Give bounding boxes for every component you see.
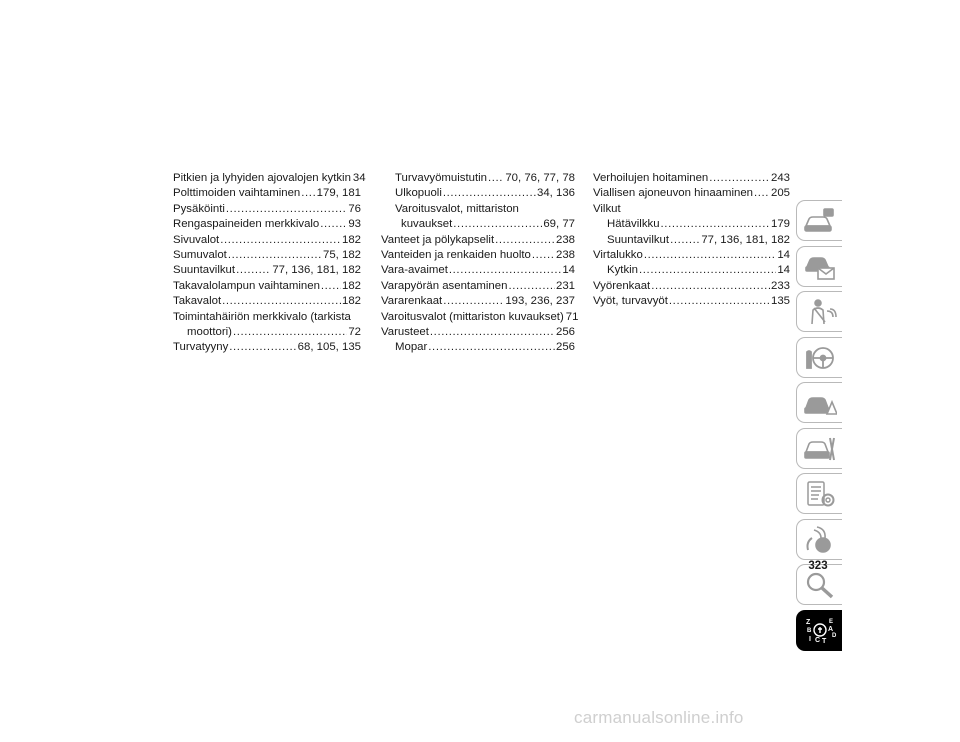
- tab-emergency[interactable]: [796, 382, 842, 423]
- dot-leader: [709, 171, 770, 186]
- index-entry: [173, 310, 361, 325]
- dot-leader: [236, 263, 271, 278]
- index-term: moottori): [187, 325, 232, 338]
- index-column-1: [173, 171, 366, 356]
- tab-instruments[interactable]: [796, 246, 842, 287]
- car-breakdown-icon: [803, 388, 837, 418]
- index-term: Hätävilkku: [607, 218, 660, 231]
- tab-index[interactable]: [796, 610, 842, 651]
- mail-car-icon: [803, 251, 837, 281]
- index-entry: [381, 310, 579, 325]
- index-pages: 77, 136, 181, 182: [272, 264, 361, 277]
- index-entry: [173, 217, 361, 232]
- index-term: Turvatyyny: [173, 341, 229, 354]
- index-term: Suuntavilkut: [173, 264, 236, 277]
- index-pages: 256: [555, 341, 575, 354]
- dot-leader: [226, 202, 347, 217]
- index-entry: [381, 186, 575, 201]
- index-column-3: [593, 171, 790, 310]
- tab-multimedia[interactable]: [796, 519, 842, 560]
- page-number: 323: [808, 560, 828, 572]
- index-entry: [173, 186, 361, 201]
- index-entry: [593, 171, 790, 186]
- index-letter: B: [806, 628, 811, 634]
- dot-leader: [233, 325, 347, 340]
- index-entry: [381, 217, 575, 232]
- index-term: Varoitusvalot, mittariston: [395, 202, 519, 215]
- dot-leader: [228, 248, 322, 263]
- index-term: Takavalot: [173, 295, 222, 308]
- index-term: Kytkin: [607, 264, 639, 277]
- index-entry: [593, 248, 790, 263]
- index-pages: 71: [565, 310, 579, 323]
- car-key-icon: [803, 206, 837, 236]
- index-pages: 238: [555, 248, 575, 261]
- dot-leader: [220, 233, 341, 248]
- dot-leader: [532, 248, 555, 263]
- index-term: Rengaspaineiden merkkivalo: [173, 218, 320, 231]
- index-term: Vilkut: [593, 202, 621, 215]
- index-pages: 93: [348, 218, 361, 231]
- index-pages: 70, 76, 77, 78: [505, 172, 575, 184]
- index-pages: 182: [341, 233, 361, 246]
- dot-leader: [453, 217, 542, 232]
- index-pages: 231: [555, 279, 575, 292]
- index-entry: [593, 202, 790, 217]
- index-letter: I: [808, 636, 811, 643]
- dot-leader: [495, 233, 555, 248]
- index-pages: 14: [777, 264, 790, 277]
- seatbelt-icon: [803, 297, 837, 327]
- dot-leader: [222, 294, 341, 309]
- index-pages: 75, 182: [322, 248, 361, 261]
- index-entry: [381, 340, 575, 355]
- dot-leader: [669, 294, 770, 309]
- chapter-tabs: [796, 200, 842, 655]
- index-entry: [173, 263, 361, 278]
- dot-leader: [320, 217, 347, 232]
- index-term: Sumuvalot: [173, 248, 227, 261]
- index-entry: [593, 294, 790, 309]
- index-entry: [381, 202, 575, 217]
- index-column-2: [381, 171, 579, 356]
- index-term: Varusteet: [381, 325, 429, 338]
- steering-wheel-icon: [803, 342, 837, 372]
- dot-leader: [639, 263, 776, 278]
- dot-leader: [488, 171, 504, 186]
- index-entry: [173, 202, 361, 217]
- dot-leader: [229, 340, 296, 355]
- dot-leader: [449, 263, 561, 278]
- index-entry: [593, 186, 790, 201]
- index-term: Toimintahäiriön merkkivalo (tarkista: [173, 310, 351, 323]
- dot-leader: [508, 279, 555, 294]
- index-letter: E: [828, 619, 833, 625]
- index-term: Ulkopuoli: [395, 187, 442, 200]
- index-term: Varoitusvalot (mittariston kuvaukset): [381, 310, 564, 323]
- index-pages: 182: [341, 295, 361, 308]
- index-pages: 179: [770, 218, 790, 231]
- index-term: Virtalukko: [593, 248, 643, 261]
- index-pages: 34: [352, 172, 366, 184]
- watermark[interactable]: carmanualsonline.info: [574, 708, 744, 727]
- index-icon: [803, 615, 837, 645]
- index-term: Mopar: [395, 341, 428, 354]
- index-pages: 68, 105, 135: [297, 341, 361, 354]
- index-pages: 182: [341, 279, 361, 292]
- index-entry: [173, 233, 361, 248]
- magnifier-icon: [803, 570, 837, 600]
- tab-safety[interactable]: [796, 291, 842, 332]
- index-entry: [381, 263, 575, 278]
- dot-leader: [644, 248, 777, 263]
- index-entry: [173, 171, 366, 186]
- dot-leader: [651, 279, 770, 294]
- dot-leader: [430, 325, 555, 340]
- tab-technical[interactable]: [796, 473, 842, 514]
- index-entry: [381, 325, 575, 340]
- tab-starting-operating[interactable]: [796, 337, 842, 378]
- index-pages: 135: [770, 295, 790, 308]
- index-pages: 34, 136: [536, 187, 575, 200]
- dot-leader: [443, 186, 536, 201]
- index-term: Vanteet ja pölykapselit: [381, 233, 495, 246]
- index-pages: 256: [555, 325, 575, 338]
- index-pages: 69, 77: [543, 218, 575, 231]
- index-term: kuvaukset: [401, 218, 453, 231]
- index-letter: Z: [805, 619, 810, 626]
- index-term: Vararenkaat: [381, 295, 443, 308]
- dot-leader: [754, 186, 770, 201]
- dot-leader: [661, 217, 770, 232]
- index-term: Verhoilujen hoitaminen: [593, 172, 709, 184]
- index-letter: D: [831, 633, 836, 639]
- index-entry: [173, 340, 361, 355]
- index-pages: 205: [770, 187, 790, 200]
- index-pages: 243: [770, 172, 790, 184]
- index-letter: A: [827, 626, 833, 633]
- index-entry: [381, 248, 575, 263]
- index-pages: 72: [348, 325, 361, 338]
- index-pages: 77, 136, 181, 182: [701, 233, 790, 246]
- checklist-icon: [803, 479, 837, 509]
- index-term: Vanteiden ja renkaiden huolto: [381, 248, 531, 261]
- index-term: Pitkien ja lyhyiden ajovalojen kytkin: [173, 172, 351, 184]
- index-term: Vyöt, turvavyöt: [593, 295, 668, 308]
- index-pages: 14: [562, 264, 575, 277]
- index-entry: [173, 279, 361, 294]
- dot-leader: [301, 186, 315, 201]
- dot-leader: [670, 233, 700, 248]
- index-pages: 76: [348, 202, 361, 215]
- index-letter: T: [821, 638, 826, 645]
- index-term: Suuntavilkut: [607, 233, 670, 246]
- index-term: Sivuvalot: [173, 233, 220, 246]
- index-term: Pysäköinti: [173, 202, 225, 215]
- index-term: Polttimoiden vaihtaminen: [173, 187, 301, 200]
- index-term: Varapyörän asentaminen: [381, 279, 508, 292]
- index-term: Viallisen ajoneuvon hinaaminen: [593, 187, 754, 200]
- tab-servicing[interactable]: [796, 428, 842, 469]
- index-entry: [381, 294, 575, 309]
- index-term: Turvavyömuistutin: [395, 172, 487, 184]
- index-entry: [593, 279, 790, 294]
- index-entry: [593, 217, 790, 232]
- index-term: Vara-avaimet: [381, 264, 448, 277]
- index-entry: [381, 171, 575, 186]
- dot-leader: [428, 340, 555, 355]
- index-entry: [593, 233, 790, 248]
- index-term: Takavalolampun vaihtaminen: [173, 279, 320, 292]
- index-entry: [173, 294, 361, 309]
- index-pages: 179, 181: [316, 187, 361, 200]
- index-pages: 233: [770, 279, 790, 292]
- index-entry: [173, 325, 361, 340]
- tab-getting-to-know[interactable]: [796, 200, 842, 241]
- multimedia-icon: [803, 524, 837, 554]
- index-pages: 193, 236, 237: [505, 295, 575, 308]
- dot-leader: [321, 279, 341, 294]
- index-entry: [381, 233, 575, 248]
- index-term: Vyörenkaat: [593, 279, 651, 292]
- index-entry: [173, 248, 361, 263]
- index-pages: 238: [555, 233, 575, 246]
- dot-leader: [443, 294, 504, 309]
- index-entry: [593, 263, 790, 278]
- car-tools-icon: [803, 433, 837, 463]
- index-pages: 14: [777, 248, 790, 261]
- index-entry: [381, 279, 575, 294]
- index-letter: C: [814, 637, 820, 644]
